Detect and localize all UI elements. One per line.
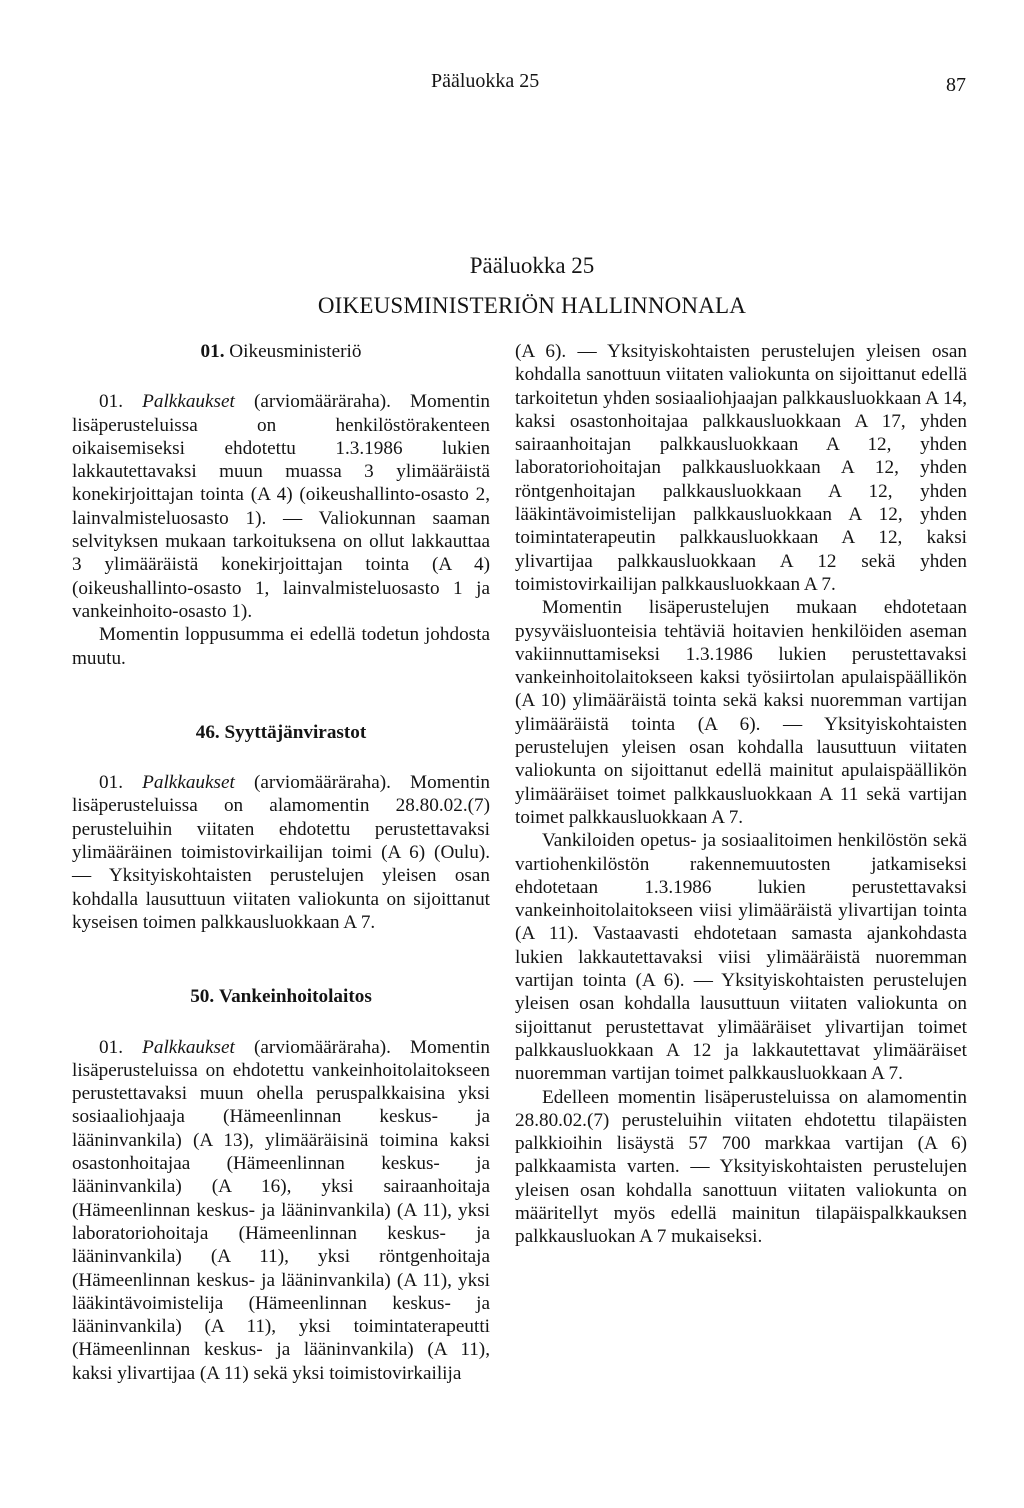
left-column [72, 340, 490, 1385]
paragraph: Edelleen momentin lisäperusteluissa on alamomentin 28.80.02.(7) perusteluihin viitaten ehdotettu tilapäisten palkkioihin lisäystä 57 700 markkaa vartijan (A 6) palkkaamista varten. — Yksityiskohtaisten perustelujen yleisen osan kohdalla sanottuun viitaten valiokunta on määritellyt myös edellä mainitun tilapäispalkkauksen palkkausluokan A 7 mukaiseksi. [515, 1086, 967, 1248]
paragraph: Momentin loppusumma ei edellä todetun johdosta muutu. [72, 624, 490, 669]
paragraph [72, 1036, 490, 1385]
chapter-number: Pääluokka 25 [469, 253, 595, 278]
right-column [515, 340, 967, 1249]
section-number: 01. [200, 341, 225, 362]
paragraph: Momentin lisäperustelujen mukaan ehdotetaan pysyväisluonteisia tehtäviä hoitavien henkilöiden aseman vakiinnuttamiseksi 1.3.1986 lukien perustettavaksi vankeinhoitolaitokseen kaksi työsiirtolan apulaispäällikön (A 10) ylimääräistä tointa sekä kaksi nuoremman vartijan ylimääräistä tointa (A 6). — Yksityiskohtaisten perustelujen yleisen osan kohdalla lausuttuun viitaten valiokunta on sijoittanut edellä mainitut apulaispäällikön ylimääräiset toimet palkkausluokkaan A 11 sekä vartijan toimet palkkausluokkaan A 7. [515, 597, 967, 828]
section-heading-01 [72, 340, 490, 363]
paragraph: (A 6). — Yksityiskohtaisten perustelujen yleisen osan kohdalla sanottuun viitaten valiokunta on sijoittanut edellä tarkoitetun yhden sosiaaliohjaajan palkkausluokkaan A 14, kaksi osastonhoitajaa palkkausluokkaan A 17, yhden sairaanhoitajan palkkausluokkaan A 12, yhden laboratoriohoitajan palkkausluokkaan A 12, yhden röntgenhoitajan palkkausluokkaan A 12, yhden lääkintävoimistelijan palkkausluokkaan A 12, yhden toimintaterapeutin palkkausluokkaan A 12, kaksi ylivartijaa palkkausluokkaan A 12 sekä yhden toimistovirkailijan palkkausluokkaan A 7. [515, 341, 967, 595]
item-name: Palkkaukset [142, 391, 235, 413]
section-number: 50. [190, 986, 215, 1008]
section-number: 46. [195, 721, 220, 743]
running-title: Pääluokka 25 [431, 70, 540, 92]
chapter-heading [0, 250, 1024, 322]
page-number: 87 [946, 74, 966, 96]
chapter-title: OIKEUSMINISTERIÖN HALLINNONALA [317, 293, 747, 318]
paragraph-text: (arviomääräraha). Momentin lisäperusteluissa on henkilöstörakenteen oikaisemiseksi ehdotettu 1.3.1986 lukien lakkautettavaksi muun muassa 3 ylimääräistä konekirjoittajan tointa (A 4) (oikeushallinto-osasto 2, lainvalmisteluosasto 1). — Valiokunnan saaman selvityksen mukaan tarkoituksena on ollut lakkauttaa 3 ylimääräistä konekirjoittajan tointa (A 4) (oikeushallinto-osasto 1, lainvalmisteluosasto 1 ja vankeinhoito-osasto 1). [72, 391, 491, 622]
item-number: 01. [99, 772, 123, 794]
section-title: Syyttäjänvirastot [224, 721, 367, 743]
paragraph-text: (arviomääräraha). Momentin lisäperusteluissa on alamomentin 28.80.02.(7) perusteluihin viitaten ehdotettu perustettavaksi ylimääräinen toimistovirkailijan toimi (A 6) (Oulu). — Yksityiskohtaisten perustelujen yleisen osan kohdalla lausuttuun viitaten valiokunta on sijoittanut kyseisen toimen palkkausluokkaan A 7. [72, 772, 491, 933]
paragraph [72, 390, 490, 623]
section-heading-46 [72, 721, 490, 744]
paragraph-text: (arviomääräraha). Momentin lisäperusteluissa on ehdotettu vankeinhoitolaitokseen perustettavaksi muun ohella peruspalkkaisina yksi sosiaaliohjaaja (Hämeenlinnan keskus- ja lääninvankila) (A 13), ylimääräisinä toimina kaksi osastonhoitajaa (Hämeenlinnan keskus- ja lääninvankila) (A 16), yksi sairaanhoitaja (Hämeenlinnan keskus- ja lääninvankila) (A 11), yksi laboratoriohoitaja (Hämeenlinnan keskus- ja lääninvankila) (A 11), yksi röntgenhoitaja (Hämeenlinnan keskus- ja lääninvankila) (A 11), yksi lääkintävoimistelija (Hämeenlinnan keskus- ja lääninvankila) (A 11), yksi toimintaterapeutti (Hämeenlinnan keskus- ja lääninvankila) (A 11), kaksi ylivartijaa (A 11) sekä yksi toimistovirkailija [72, 1036, 491, 1384]
running-header [0, 70, 1024, 110]
section-title: Vankeinhoitolaitos [218, 986, 372, 1008]
paragraph: Vankiloiden opetus- ja sosiaalitoimen henkilöstön sekä vartiohenkilöstön rakennemuutosten jatkamiseksi ehdotetaan 1.3.1986 lukien perustettavaksi vankeinhoitolaitokseen viisi ylimääräistä ylivartijan tointa (A 11). Vastaavasti ehdotetaan samasta ajankohdasta lukien lakkautettavaksi viisi ylimääräistä nuoremman vartijan tointa (A 6). — Yksityiskohtaisten perustelujen yleisen osan kohdalla lausuttuun viitaten valiokunta on sijoittanut perustettavat ylimääräiset ylivartijan toimet palkkausluokkaan A 12 ja lakkautettavat ylimääräiset nuoremman vartijan toimet palkkausluokkaan A 7. [515, 830, 967, 1085]
paragraph [72, 771, 490, 934]
section-title: Oikeusministeriö [229, 341, 362, 362]
item-name: Palkkaukset [142, 772, 235, 794]
item-name: Palkkaukset [142, 1036, 235, 1058]
item-number: 01. [99, 1036, 123, 1058]
item-number: 01. [99, 391, 123, 413]
section-heading-50 [72, 985, 490, 1008]
